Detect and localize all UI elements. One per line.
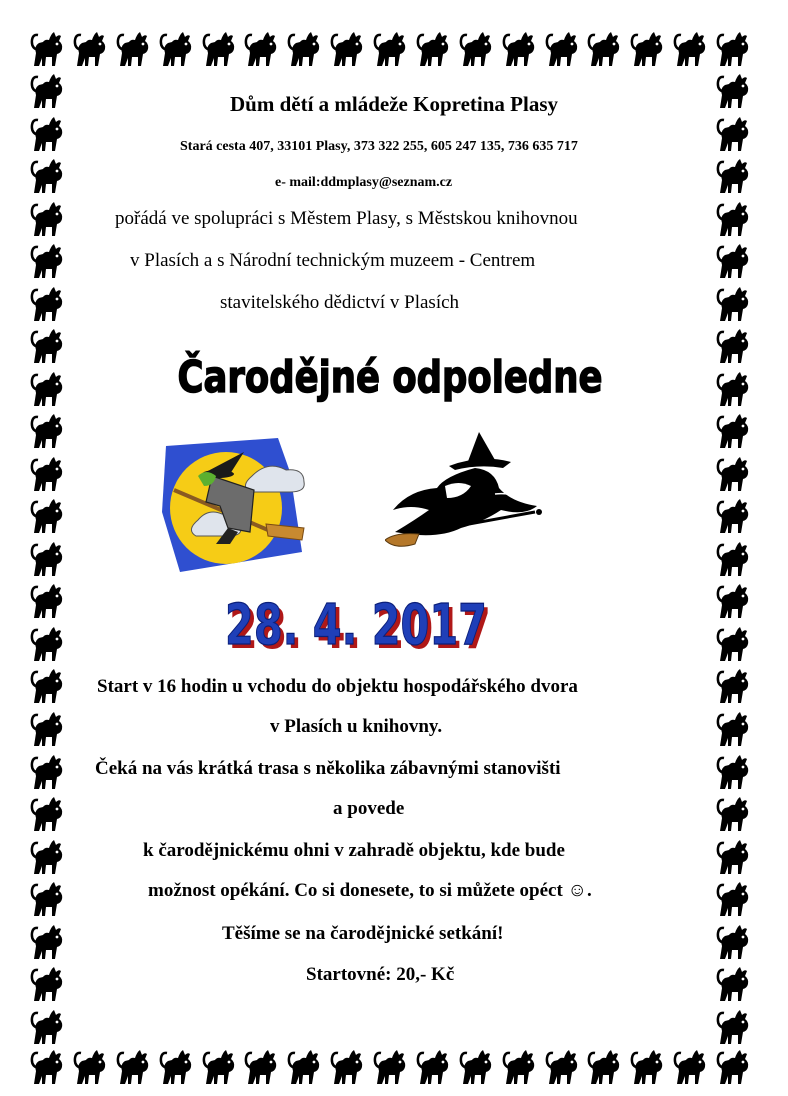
black-cat-icon bbox=[244, 1046, 286, 1086]
intro-line-3: stavitelského dědictví v Plasích bbox=[220, 292, 460, 313]
black-cat-icon bbox=[716, 665, 758, 705]
black-cat-icon bbox=[287, 28, 329, 68]
event-title: Čarodějné odpole bbox=[177, 352, 610, 403]
black-cat-icon bbox=[416, 1046, 458, 1086]
black-cat-icon bbox=[73, 28, 115, 68]
black-cat-icon bbox=[716, 155, 758, 195]
black-cat-icon bbox=[716, 410, 758, 450]
black-cat-icon bbox=[716, 368, 758, 408]
black-cat-icon bbox=[30, 325, 72, 365]
black-cat-icon bbox=[30, 155, 72, 195]
black-cat-icon bbox=[30, 28, 72, 68]
black-cat-icon bbox=[716, 240, 758, 280]
black-cat-icon bbox=[587, 28, 629, 68]
details-line-6: možnost opékání. Co si donesete, to si můžete opéct ☺. bbox=[148, 880, 592, 901]
black-cat-icon bbox=[630, 28, 672, 68]
black-cat-icon bbox=[30, 623, 72, 663]
black-cat-icon bbox=[116, 1046, 158, 1086]
details-line-8: Startovné: 20,- Kč bbox=[306, 964, 455, 985]
black-cat-icon bbox=[716, 113, 758, 153]
organization-email: e- mail:ddmplasy@seznam.cz bbox=[275, 175, 453, 190]
black-cat-icon bbox=[30, 368, 72, 408]
black-cat-icon bbox=[30, 240, 72, 280]
event-date-wordart bbox=[218, 580, 498, 660]
black-cat-icon bbox=[30, 495, 72, 535]
black-cat-icon bbox=[30, 963, 72, 1003]
black-cat-icon bbox=[30, 453, 72, 493]
black-cat-icon bbox=[459, 1046, 501, 1086]
event-date: 28. 4. 2017 bbox=[225, 593, 487, 658]
black-cat-icon bbox=[330, 28, 372, 68]
black-cat-icon bbox=[416, 28, 458, 68]
black-cat-icon bbox=[716, 580, 758, 620]
cat-border-left bbox=[30, 70, 72, 1046]
black-cat-icon bbox=[30, 198, 72, 238]
black-cat-icon bbox=[716, 623, 758, 663]
cat-border-right bbox=[716, 70, 758, 1046]
black-cat-icon bbox=[673, 1046, 715, 1086]
witch-on-broom-moon-illustration bbox=[158, 432, 308, 585]
black-cat-icon bbox=[30, 1006, 72, 1046]
black-cat-icon bbox=[30, 708, 72, 748]
black-cat-icon bbox=[716, 878, 758, 918]
black-cat-icon bbox=[373, 28, 415, 68]
black-cat-icon bbox=[116, 28, 158, 68]
cat-border-bottom bbox=[30, 1046, 758, 1088]
black-cat-icon bbox=[630, 1046, 672, 1086]
event-date-shadow: 28. 4. 2017 bbox=[229, 597, 491, 660]
black-cat-icon bbox=[716, 28, 758, 68]
black-cat-icon bbox=[244, 28, 286, 68]
details-line-3: Čeká na vás krátká trasa s několika zábavnými stanovišti bbox=[95, 758, 561, 779]
black-cat-icon bbox=[30, 410, 72, 450]
details-line-7: Těšíme se na čarodějnické setkání! bbox=[222, 923, 504, 944]
black-cat-icon bbox=[716, 538, 758, 578]
event-title-wordart bbox=[170, 330, 610, 410]
black-cat-icon bbox=[716, 453, 758, 493]
black-cat-icon bbox=[716, 495, 758, 535]
black-cat-icon bbox=[716, 793, 758, 833]
black-cat-icon bbox=[330, 1046, 372, 1086]
black-cat-icon bbox=[30, 580, 72, 620]
black-cat-icon bbox=[459, 28, 501, 68]
black-cat-icon bbox=[545, 1046, 587, 1086]
black-cat-icon bbox=[716, 921, 758, 961]
black-cat-icon bbox=[587, 1046, 629, 1086]
black-cat-icon bbox=[30, 1046, 72, 1086]
black-cat-icon bbox=[716, 751, 758, 791]
black-cat-icon bbox=[73, 1046, 115, 1086]
black-cat-icon bbox=[202, 28, 244, 68]
details-line-4: a povede bbox=[333, 798, 405, 819]
black-cat-icon bbox=[716, 836, 758, 876]
black-cat-icon bbox=[716, 283, 758, 323]
black-cat-icon bbox=[716, 1006, 758, 1046]
details-line-5: k čarodějnickému ohni v zahradě objektu, kde bude bbox=[143, 840, 565, 861]
intro-line-2: v Plasích a s Národní technickým muzeem - Centrem bbox=[130, 250, 536, 271]
black-cat-icon bbox=[30, 113, 72, 153]
black-cat-icon bbox=[159, 28, 201, 68]
black-cat-icon bbox=[30, 921, 72, 961]
black-cat-icon bbox=[287, 1046, 329, 1086]
black-cat-icon bbox=[716, 325, 758, 365]
black-cat-icon bbox=[545, 28, 587, 68]
black-cat-icon bbox=[716, 198, 758, 238]
black-cat-icon bbox=[30, 836, 72, 876]
organization-address: Stará cesta 407, 33101 Plasy, 373 322 255, 605 247 135, 736 635 717 bbox=[180, 139, 578, 154]
details-line-1: Start v 16 hodin u vchodu do objektu hospodářského dvora bbox=[97, 676, 578, 697]
black-cat-icon bbox=[30, 751, 72, 791]
black-cat-icon bbox=[716, 708, 758, 748]
black-cat-icon bbox=[30, 793, 72, 833]
organization-name: Dům dětí a mládeže Kopretina Plasy bbox=[229, 92, 558, 116]
black-cat-icon bbox=[30, 665, 72, 705]
black-cat-icon bbox=[716, 1046, 758, 1086]
black-cat-icon bbox=[502, 1046, 544, 1086]
black-cat-icon bbox=[673, 28, 715, 68]
witch-silhouette-illustration bbox=[385, 428, 550, 563]
black-cat-icon bbox=[373, 1046, 415, 1086]
black-cat-icon bbox=[30, 283, 72, 323]
details-line-2: v Plasích u knihovny. bbox=[270, 716, 443, 737]
black-cat-icon bbox=[159, 1046, 201, 1086]
black-cat-icon bbox=[716, 963, 758, 1003]
black-cat-icon bbox=[30, 538, 72, 578]
cat-border-top bbox=[30, 28, 758, 70]
black-cat-icon bbox=[30, 878, 72, 918]
black-cat-icon bbox=[502, 28, 544, 68]
intro-line-1: pořádá ve spolupráci s Městem Plasy, s Městskou knihovnou bbox=[115, 208, 578, 229]
black-cat-icon bbox=[202, 1046, 244, 1086]
